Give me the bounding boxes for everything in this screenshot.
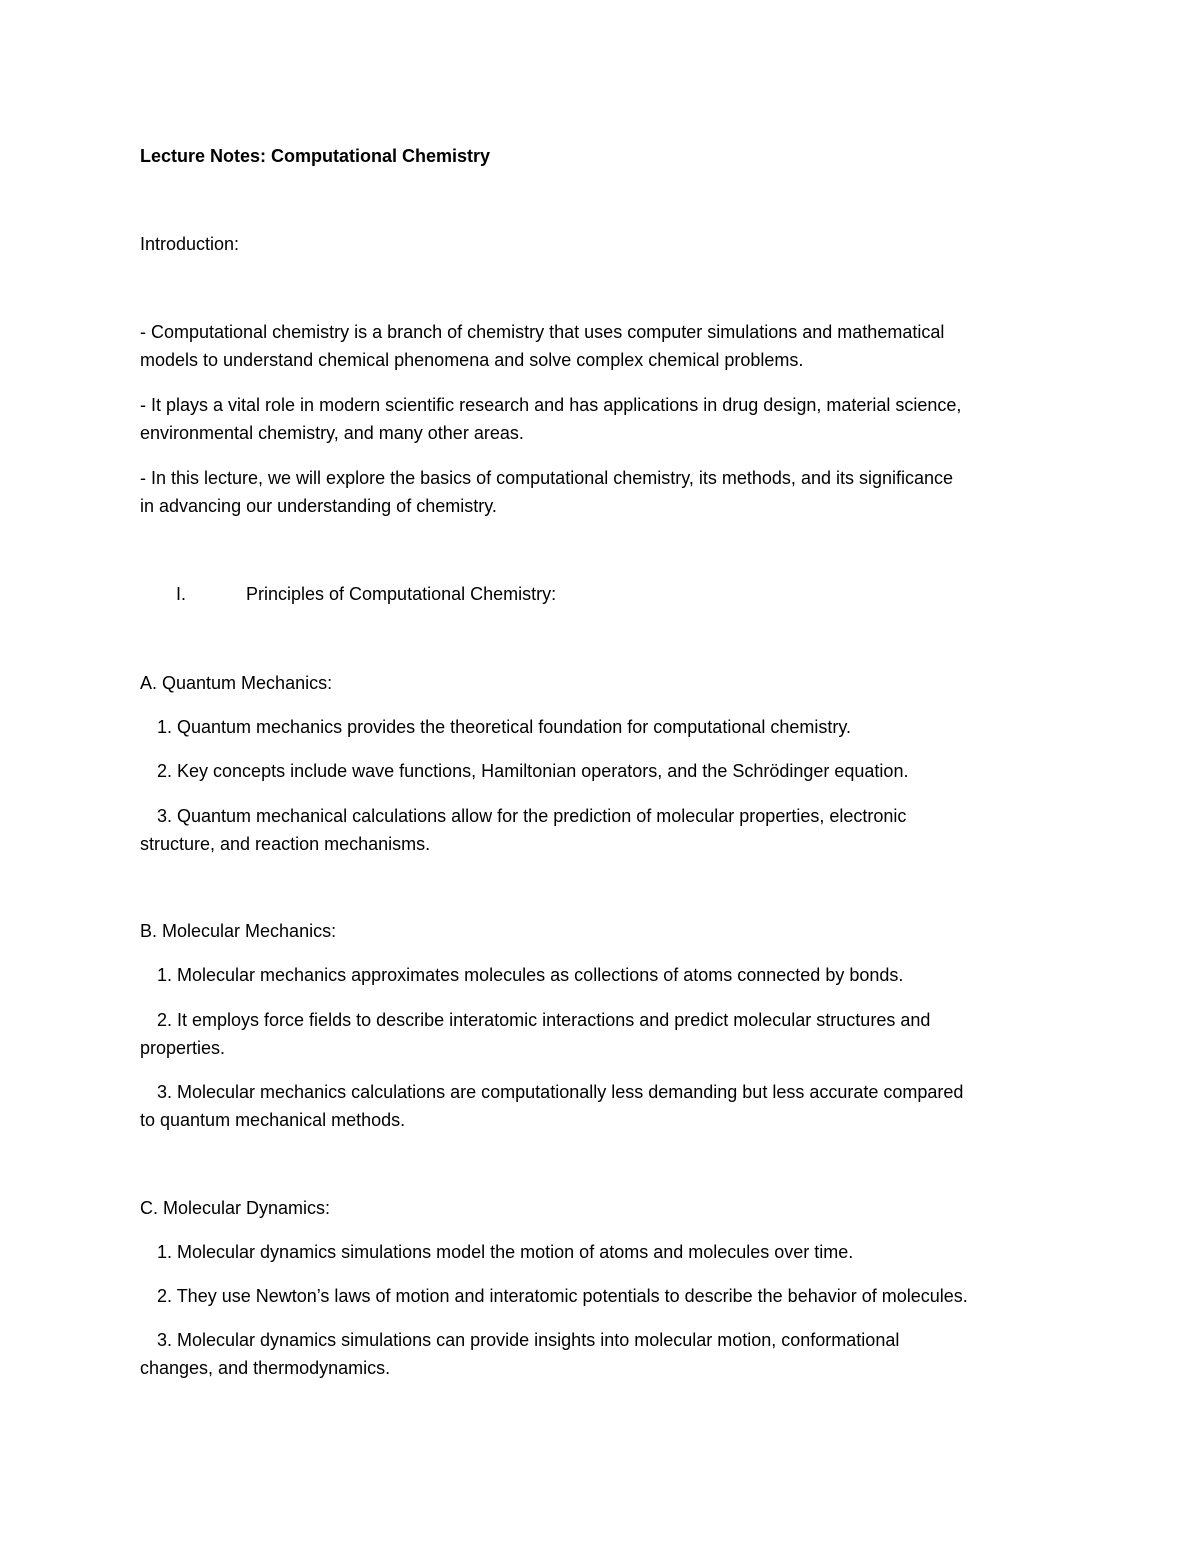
sub-a-item-3-line-2: structure, and reaction mechanisms. bbox=[140, 834, 431, 854]
intro-bullet-3-line-2: in advancing our understanding of chemistry. bbox=[140, 496, 497, 516]
sub-a-item-1: 1. Quantum mechanics provides the theoretical foundation for computational chemistry. bbox=[157, 717, 852, 737]
intro-bullet-1-line-2: models to understand chemical phenomena and solve complex chemical problems. bbox=[140, 350, 804, 370]
section-1-number: I. bbox=[176, 584, 187, 604]
section-1-title: Principles of Computational Chemistry: bbox=[246, 584, 557, 604]
sub-c-item-3-line-1: 3. Molecular dynamics simulations can provide insights into molecular motion, conformational bbox=[157, 1330, 900, 1350]
sub-c-item-3-line-2: changes, and thermodynamics. bbox=[140, 1358, 391, 1378]
sub-b-heading: B. Molecular Mechanics: bbox=[140, 921, 337, 941]
intro-heading: Introduction: bbox=[140, 234, 240, 254]
intro-bullet-2-line-2: environmental chemistry, and many other areas. bbox=[140, 423, 524, 443]
sub-c-item-1: 1. Molecular dynamics simulations model the motion of atoms and molecules over time. bbox=[157, 1242, 854, 1262]
sub-b-item-2-line-1: 2. It employs force fields to describe interatomic interactions and predict molecular structures and bbox=[157, 1010, 931, 1030]
document-title: Lecture Notes: Computational Chemistry bbox=[140, 146, 491, 166]
sub-b-item-1: 1. Molecular mechanics approximates molecules as collections of atoms connected by bonds. bbox=[157, 965, 904, 985]
sub-b-item-3-line-1: 3. Molecular mechanics calculations are computationally less demanding but less accurate compared bbox=[157, 1082, 964, 1102]
sub-a-item-2: 2. Key concepts include wave functions, Hamiltonian operators, and the Schrödinger equation. bbox=[157, 761, 909, 781]
sub-b-item-3-line-2: to quantum mechanical methods. bbox=[140, 1110, 406, 1130]
sub-a-heading: A. Quantum Mechanics: bbox=[140, 673, 333, 693]
intro-bullet-3-line-1: - In this lecture, we will explore the basics of computational chemistry, its methods, and its significance bbox=[140, 468, 954, 488]
intro-bullet-1-line-1: - Computational chemistry is a branch of chemistry that uses computer simulations and mathematical bbox=[140, 322, 945, 342]
sub-c-item-2: 2. They use Newton’s laws of motion and interatomic potentials to describe the behavior of molecules. bbox=[157, 1286, 968, 1306]
sub-a-item-3-line-1: 3. Quantum mechanical calculations allow for the prediction of molecular properties, electronic bbox=[157, 806, 907, 826]
intro-bullet-2-line-1: - It plays a vital role in modern scientific research and has applications in drug design, material science, bbox=[140, 395, 962, 415]
sub-c-heading: C. Molecular Dynamics: bbox=[140, 1198, 331, 1218]
sub-b-item-2-line-2: properties. bbox=[140, 1038, 226, 1058]
